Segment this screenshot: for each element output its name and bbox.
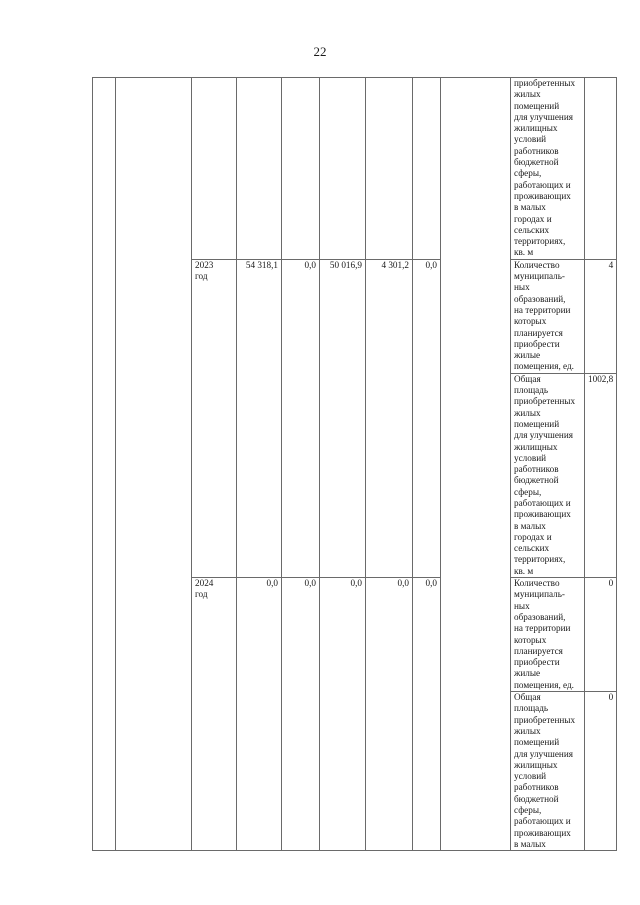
year-cell: 2024 год <box>192 578 237 851</box>
value-cell <box>320 78 366 260</box>
year-cell <box>192 78 237 260</box>
value-cell: 0,0 <box>237 578 282 851</box>
table-row <box>93 78 617 260</box>
page-number: 22 <box>313 44 327 59</box>
value-cell: 4 301,2 <box>366 259 413 577</box>
indicator-value-cell: 4 <box>585 259 617 373</box>
indicator-value-cell: 0 <box>585 578 617 692</box>
value-cell: 54 318,1 <box>237 259 282 577</box>
value-cell: 0,0 <box>282 259 320 577</box>
indicator-value-cell: 1002,8 <box>585 373 617 577</box>
year-cell: 2023 год <box>192 259 237 577</box>
indicator-cell: приобретенных жилых помещений для улучшения жилищных условий работников бюджетной сферы, работающих и проживающих в малых городах и сельских территориях, кв. м <box>511 78 585 260</box>
indicator-cell: Количество муниципаль- ных образований, на территории которых планируется приобрести жилые помещения, ед. <box>511 578 585 692</box>
program-table <box>92 77 617 851</box>
indicator-value-cell <box>585 78 617 260</box>
table-cell-empty <box>441 78 511 851</box>
table-cell-empty <box>93 78 116 851</box>
value-cell: 0,0 <box>413 259 441 577</box>
table-cell-empty <box>116 78 192 851</box>
value-cell: 0,0 <box>320 578 366 851</box>
value-cell <box>366 78 413 260</box>
value-cell: 0,0 <box>282 578 320 851</box>
value-cell <box>413 78 441 260</box>
value-cell <box>237 78 282 260</box>
value-cell: 0,0 <box>413 578 441 851</box>
value-cell: 50 016,9 <box>320 259 366 577</box>
value-cell <box>282 78 320 260</box>
indicator-cell: Количество муниципаль- ных образований, на территории которых планируется приобрести жилые помещения, ед. <box>511 259 585 373</box>
value-cell: 0,0 <box>366 578 413 851</box>
indicator-value-cell: 0 <box>585 692 617 851</box>
indicator-cell: Общая площадь приобретенных жилых помещений для улучшения жилищных условий работников бюджетной сферы, работающих и проживающих в малых городах и сельских территориях, кв. м <box>511 373 585 577</box>
indicator-cell: Общая площадь приобретенных жилых помещений для улучшения жилищных условий работников бюджетной сферы, работающих и проживающих в малых <box>511 692 585 851</box>
